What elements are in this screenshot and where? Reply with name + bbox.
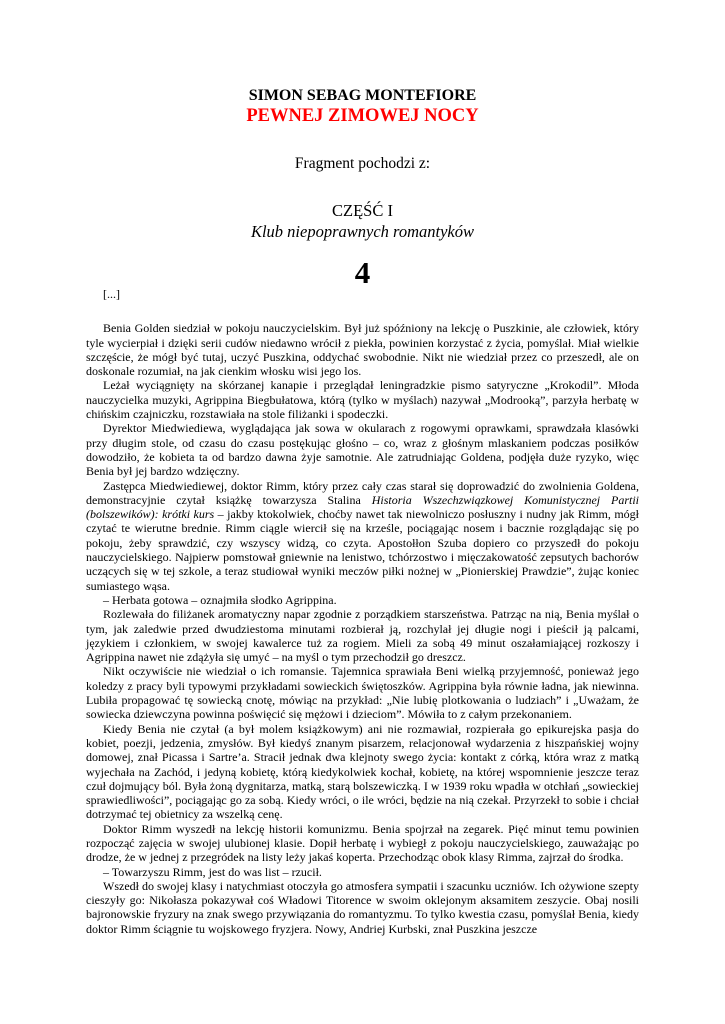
chapter-number: 4 [354, 255, 371, 290]
paragraph-1: Benia Golden siedział w pokoju nauczycielskim. Był już spóźniony na lekcję o Puszkinie, ale człowiek, który tyle wycierpiał i dzięki serii cudów niedawno wrócił z piekła, powinien korzystać z życia, pomyślał. Miał wielkie szczęście, że mógł być tutaj, uczyć Puszkina, oddychać swobodnie. Nikt nie wiedział przez co przeszedł, ale on doskonale rozumiał, na jak cienkim włosku wisi jego los. [86, 321, 639, 379]
omission-mark: [...] [103, 287, 120, 301]
author-name: SIMON SEBAG MONTEFIORE [248, 87, 477, 104]
paragraph-9: Doktor Rimm wyszedł na lekcję historii komunizmu. Benia spojrzał na zegarek. Pięć minut temu powinien rozpocząć zajęcia w swojej ulubionej klasie. Dopił herbatę i wybiegł z pokoju nauczycielskiego, zauważając po drodze, że w jednej z przegródek na listy leży jakaś koperta. Przechodząc obok klasy Rimma, zajrzał do środka. [86, 821, 639, 865]
paragraph-10: – Towarzyszu Rimm, jest do was list – rzucił. [103, 864, 322, 879]
paragraph-5: – Herbata gotowa – oznajmiła słodko Agrippina. [103, 592, 337, 607]
paragraph-4 [86, 479, 639, 593]
fragment-source-label: Fragment pochodzi z: [294, 155, 431, 172]
book-reference-italic: Historia Wszechzwiązkowej Komunistycznej Partii (bolszewików): krótki kurs [86, 492, 640, 522]
paragraph-8: Kiedy Benia nie czytał (a był molem książkowym) ani nie rozmawiał, rozpierała go epikurejska pasja do kobiet, poezji, jedzenia, zmysłów. Był kiedyś znanym pisarzem, relacjonował wydarzenia z hiszpańskiej wojny domowej, znał Picassa i Sartre’a. Stracił jednak dwa klejnoty swego życia: kontakt z córką, która wraz z matką wyjechała na Zachód, i jedyną kobietę, którą kiedykolwiek kochał, kobietę, na której wspomnienie jeszcze teraz czuł dojmujący ból. Była żoną dygnitarza, matką, starą bolszewiczką. I w 1939 roku wpadła w otchłań „sowieckiej sprawiedliwości”, pociągając go za sobą. Kiedy wróci, o ile wróci, będzie na nią czekał. Przyrzekł to sobie i chciał dotrzymać tej obietnicy za wszelką cenę. [86, 721, 639, 822]
paragraph-4-start: Zastępca Miedwiediewej, doktor Rimm, który przez cały czas starał się doprowadzić do zwolnienia Goldena, demonstracyjnie czytał książkę towarzysza Stalina [86, 478, 639, 507]
paragraph-2: Leżał wyciągnięty na skórzanej kanapie i przeglądał leningradzkie pismo satyryczne „Krokodil”. Młoda nauczycielka muzyki, Agrippina Biegbułatowa, którą (tylko w myślach) nazywał „Modrooką”, parzyła herbatę w chińskim czajniczku, rozstawiała na stole filiżanki i spodeczki. [86, 378, 639, 422]
body-text [86, 287, 639, 936]
part-subtitle: Klub niepoprawnych romantyków [250, 222, 475, 241]
paragraph-3: Dyrektor Miedwiediewa, wyglądająca jak sowa w okularach z rogowymi oprawkami, sprawdzała klasówki przy długim stole, od czasu do czasu postękując głośno – co, wraz z głośnym mlaskaniem podczas posiłków dowodziło, że kobieta ta od bardzo dawna żyje samotnie. Ale zatrudniając Goldena, podjęła duże ryzyko, więc Benia był jej bardzo wdzięczny. [86, 421, 639, 479]
paragraph-7: Nikt oczywiście nie wiedział o ich romansie. Tajemnica sprawiała Beni wielką przyjemność, ponieważ jego koledzy z pracy byli typowymi przykładami sowieckich świętoszków. Agrippina była równie ładna, jak niewinna. Lubiła propagować tę sowiecką cnotę, mówiąc na przykład: „Nie lubię plotkowania o ludziach” i „Uważam, że sowiecka dziewczyna powinna poświęcić się mężowi i dzieciom”. Mówiła to z całym przekonaniem. [86, 664, 639, 722]
paragraph-4-end: – jakby ktokolwiek, choćby nawet tak niewolniczo posłuszny i nudny jak Rimm, mógł czytać te wierutne brednie. Rimm ciągle wiercił się na krześle, pociągając nosem i bacznie rozglądając się po pokoju, żeby sprawdzić, czy wszyscy widzą, co czyta. Apostołłon Szuba dopiero co przyszedł do pokoju nauczycielskiego. Najpierw pomstował gniewnie na lenistwo, tchórzostwo i mięczakowatość zepsutych bachorów uczących się w tej szkole, a teraz studiował wyniki meczów piłki nożnej w „Pionierskiej Prawdzie”, żując koniec sumiastego wąsa. [86, 507, 640, 593]
document-header [0, 86, 725, 290]
part-heading: CZĘŚĆ I [332, 201, 393, 220]
paragraph-11: Wszedł do swojej klasy i natychmiast otoczyła go atmosfera sympatii i szacunku uczniów. Ich ożywione szepty cieszyły go: Nikołasza pokazywał coś Władowi Titorence w swoim oklejonym aksamitem zeszycie. Obaj nosili bajronowskie fryzury na znak swego przywiązania do romantyzmu. To tylko kwestia czasu, pomyślał Benia, kiedy doktor Rimm ściągnie tu wojskowego fryzjera. Nowy, Andriej Kurbski, znał Puszkina jeszcze [86, 878, 639, 936]
paragraph-6: Rozlewała do filiżanek aromatyczny napar zgodnie z porządkiem starszeństwa. Patrząc na nią, Benia myślał o tym, jak zaledwie przed dwudziestoma minutami rozbierał ją, rozchylał jej długie nogi i pieścił ją palcami, językiem i członkiem, w swojej kawalerce tuż za rogiem. Mieli za sobą 49 minut oszałamiającej rozkoszy i Agrippina nawet nie zdążyła się umyć – na myśl o tym przechodził go dreszcz. [86, 607, 639, 665]
book-title: PEWNEJ ZIMOWEJ NOCY [246, 106, 479, 126]
